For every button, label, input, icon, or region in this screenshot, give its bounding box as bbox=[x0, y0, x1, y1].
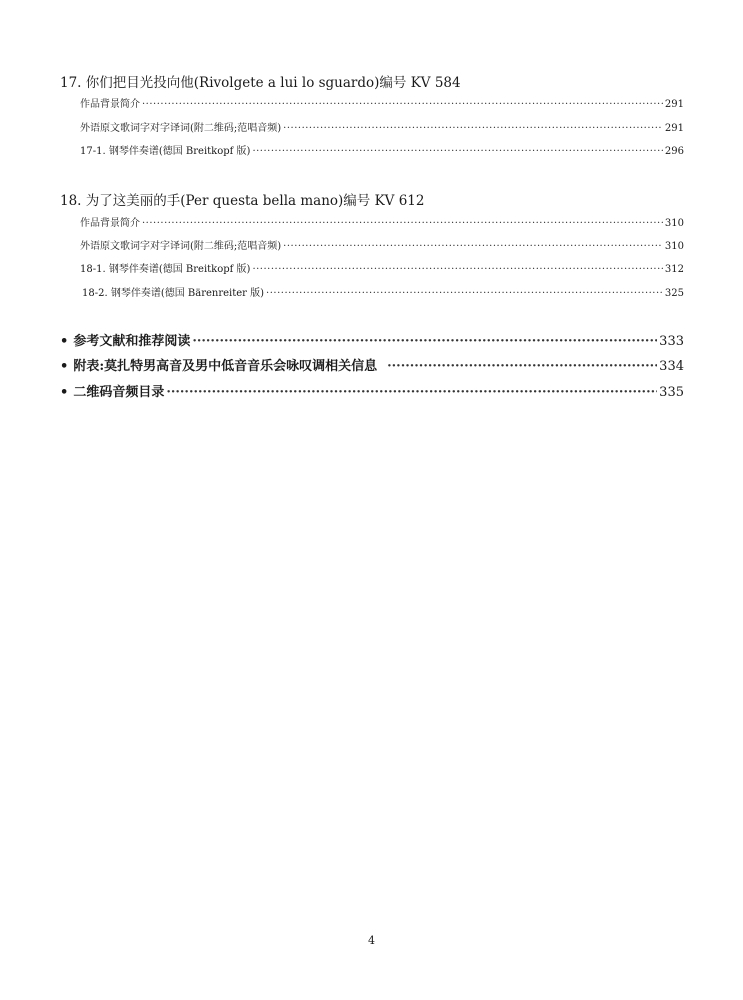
toc-main-label bbox=[60, 384, 164, 402]
dot-leader bbox=[142, 98, 663, 112]
toc-main-page: 334 bbox=[659, 359, 684, 374]
toc-main-label bbox=[60, 333, 190, 351]
toc-entry-page: 310 bbox=[664, 241, 684, 252]
dot-leader bbox=[266, 287, 663, 301]
toc-main-text: 附表:莫扎特男高音及男中低音音乐会咏叹调相关信息 bbox=[73, 359, 378, 374]
bullet-icon: • bbox=[60, 385, 69, 400]
toc-main-entry[interactable] bbox=[60, 384, 684, 402]
toc-entry-page: 291 bbox=[664, 123, 684, 134]
toc-entry[interactable] bbox=[80, 145, 684, 159]
toc-main-page: 333 bbox=[659, 334, 684, 349]
toc-entry[interactable] bbox=[80, 217, 684, 231]
dot-leader bbox=[252, 145, 662, 159]
section-title-17: 17. 你们把目光投向他(Rivolgete a lui lo sguardo)编号 KV 584 bbox=[60, 75, 461, 91]
toc-entry-page: 312 bbox=[664, 264, 684, 275]
toc-main-entry[interactable] bbox=[60, 358, 684, 376]
toc-entry[interactable] bbox=[82, 287, 684, 301]
section-title-18: 18. 为了这美丽的手(Per questa bella mano)编号 KV 612 bbox=[60, 193, 425, 209]
toc-main-text: 二维码音频目录 bbox=[73, 385, 165, 400]
bullet-icon: • bbox=[60, 334, 69, 349]
toc-main-entry[interactable] bbox=[60, 333, 684, 351]
dot-leader bbox=[166, 384, 657, 402]
toc-entry-label: 18-1. 钢琴伴奏谱(德国 Breitkopf 版) bbox=[80, 264, 251, 275]
toc-main-label bbox=[60, 358, 377, 376]
toc-main-text: 参考文献和推荐阅读 bbox=[73, 334, 191, 349]
dot-leader bbox=[283, 122, 663, 136]
page-number: 4 bbox=[368, 934, 375, 947]
toc-entry-label: 作品背景简介 bbox=[80, 218, 140, 229]
toc-entry-page: 325 bbox=[664, 288, 684, 299]
toc-entry[interactable] bbox=[80, 122, 684, 136]
toc-entry-page: 291 bbox=[664, 99, 684, 110]
toc-entry-label: 18-2. 钢琴伴奏谱(德国 Bärenreiter 版) bbox=[82, 288, 265, 299]
toc-entry[interactable] bbox=[80, 98, 684, 112]
dot-leader bbox=[283, 240, 663, 254]
toc-entry-page: 310 bbox=[664, 218, 684, 229]
dot-leader bbox=[192, 333, 657, 351]
toc-entry[interactable] bbox=[80, 263, 684, 277]
toc-entry-label: 外语原文歌词字对字译词(附二维码;范唱音频) bbox=[80, 241, 282, 252]
toc-entry[interactable] bbox=[80, 240, 684, 254]
toc-entry-page: 296 bbox=[664, 146, 684, 157]
bullet-icon: • bbox=[60, 359, 69, 374]
toc-entry-label: 17-1. 钢琴伴奏谱(德国 Breitkopf 版) bbox=[80, 146, 251, 157]
dot-leader bbox=[142, 217, 663, 231]
dot-leader bbox=[387, 358, 657, 376]
dot-leader bbox=[252, 263, 662, 277]
toc-main-page: 335 bbox=[659, 385, 684, 400]
toc-entry-label: 作品背景简介 bbox=[80, 99, 140, 110]
toc-entry-label: 外语原文歌词字对字译词(附二维码;范唱音频) bbox=[80, 123, 282, 134]
